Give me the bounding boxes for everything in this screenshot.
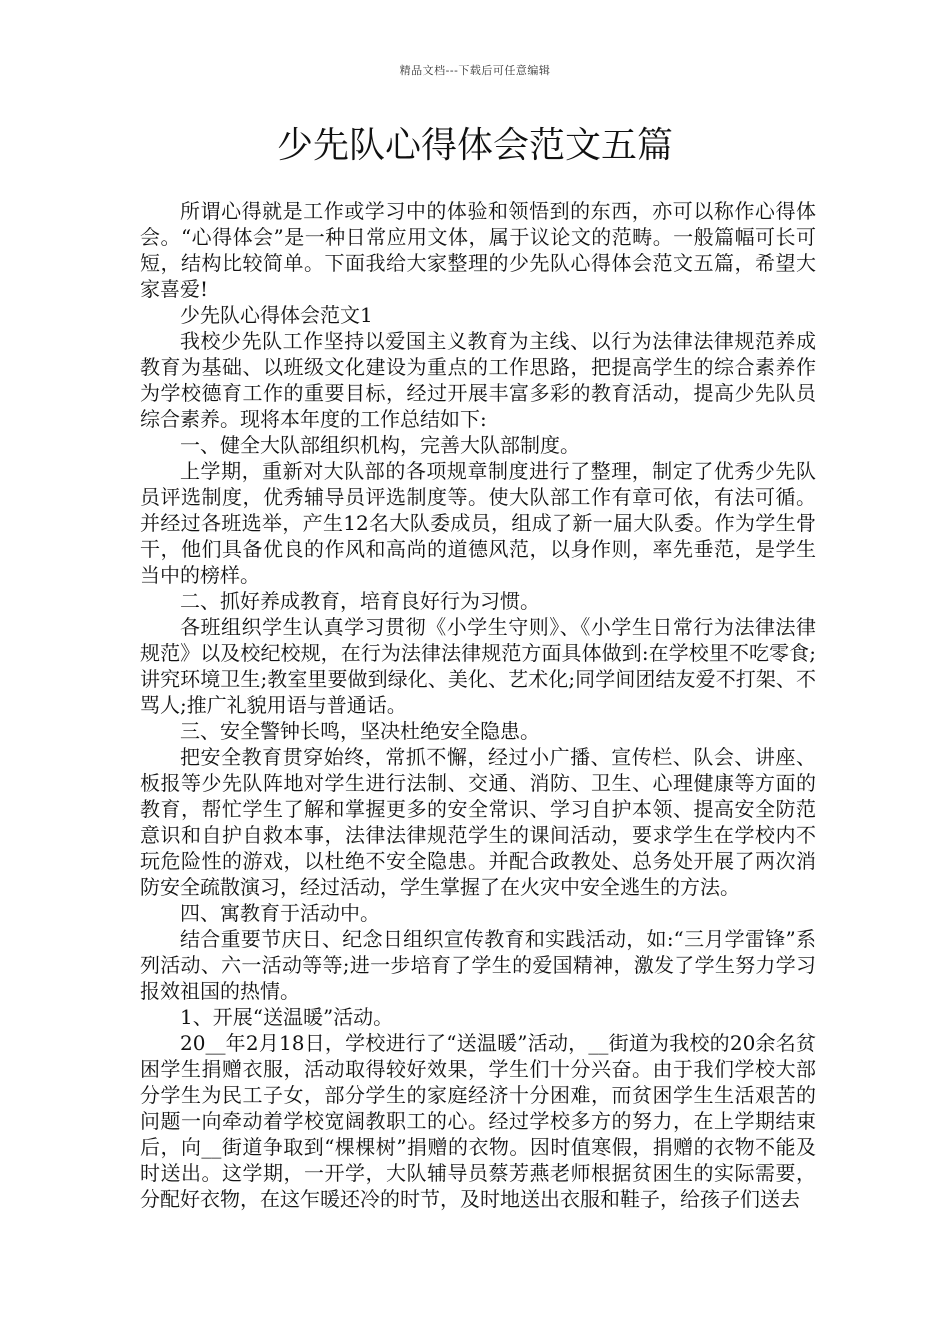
paragraph: 各班组织学生认真学习贯彻《小学生守则》、《小学生日常行为法律法律规范》以及校纪校规，在行为法律法律规范方面具体做到:在学校里不吃零食;讲究环境卫生;教室里要做到绿化、美化、艺术化;同学间团结友爱不打架、不骂人;推广礼貌用语与普通话。 <box>140 615 816 717</box>
section-heading-essay-1: 少先队心得体会范文1 <box>180 303 373 327</box>
sub-heading: 1、开展“送温暖”活动。 <box>180 1005 394 1029</box>
document-body <box>140 198 816 1212</box>
paragraph: 20__年2月18日，学校进行了“送温暖”活动，__街道为我校的20余名贫困学生捐赠衣服，活动取得较好效果，学生们十分兴奋。由于我们学校大部分学生为民工子女，部分学生的家庭经济十分困难，而贫困学生生活艰苦的问题一向牵动着学校宽阔教职工的心。经过学校多方的努力，在上学期结束后，向__街道争取到“棵棵树”捐赠的衣物。因时值寒假，捐赠的衣物不能及时送出。这学期，一开学，大队辅导员蔡芳燕老师根据贫困生的实际需要，分配好衣物，在这乍暖还冷的时节，及时地送出衣服和鞋子，给孩子们送去 <box>140 1031 816 1211</box>
paragraph: 结合重要节庆日、纪念日组织宣传教育和实践活动，如:“三月学雷锋”系列活动、六一活动等等;进一步培育了学生的爱国精神，激发了学生努力学习报效祖国的热情。 <box>140 927 816 1003</box>
paragraph: 把安全教育贯穿始终，常抓不懈，经过小广播、宣传栏、队会、讲座、板报等少先队阵地对学生进行法制、交通、消防、卫生、心理健康等方面的教育，帮忙学生了解和掌握更多的安全常识、学习自护本领、提高安全防范意识和自护自救本事，法律法律规范学生的课间活动，要求学生在学校内不玩危险性的游戏，以杜绝不安全隐患。并配合政教处、总务处开展了两次消防安全疏散演习，经过活动，学生掌握了在火灾中安全逃生的方法。 <box>140 745 816 899</box>
section-heading: 二、抓好养成教育，培育良好行为习惯。 <box>180 589 540 613</box>
paragraph-intro: 所谓心得就是工作或学习中的体验和领悟到的东西，亦可以称作心得体会。“心得体会”是一种日常应用文体，属于议论文的范畴。一般篇幅可长可短，结构比较简单。下面我给大家整理的少先队心得体会范文五篇，希望大家喜爱! <box>140 199 816 301</box>
paragraph: 上学期，重新对大队部的各项规章制度进行了整理，制定了优秀少先队员评选制度，优秀辅导员评选制度等。使大队部工作有章可依，有法可循。并经过各班选举，产生12名大队委成员，组成了新一届大队委。作为学生骨干，他们具备优良的作风和高尚的道德风范，以身作则，率先垂范，是学生当中的榜样。 <box>140 459 816 587</box>
section-heading: 四、寓教育于活动中。 <box>180 901 380 925</box>
page-title: 少先队心得体会范文五篇 <box>276 125 673 166</box>
paragraph: 我校少先队工作坚持以爱国主义教育为主线、以行为法律法律规范养成教育为基础、以班级文化建设为重点的工作思路，把提高学生的综合素养作为学校德育工作的重要目标，经过开展丰富多彩的教育活动，提高少先队员综合素养。现将本年度的工作总结如下: <box>140 329 816 431</box>
section-heading: 三、安全警钟长鸣，坚决杜绝安全隐患。 <box>180 719 540 743</box>
header-note: 精品文档---下载后可任意编辑 <box>399 64 551 77</box>
section-heading: 一、健全大队部组织机构，完善大队部制度。 <box>180 433 580 457</box>
